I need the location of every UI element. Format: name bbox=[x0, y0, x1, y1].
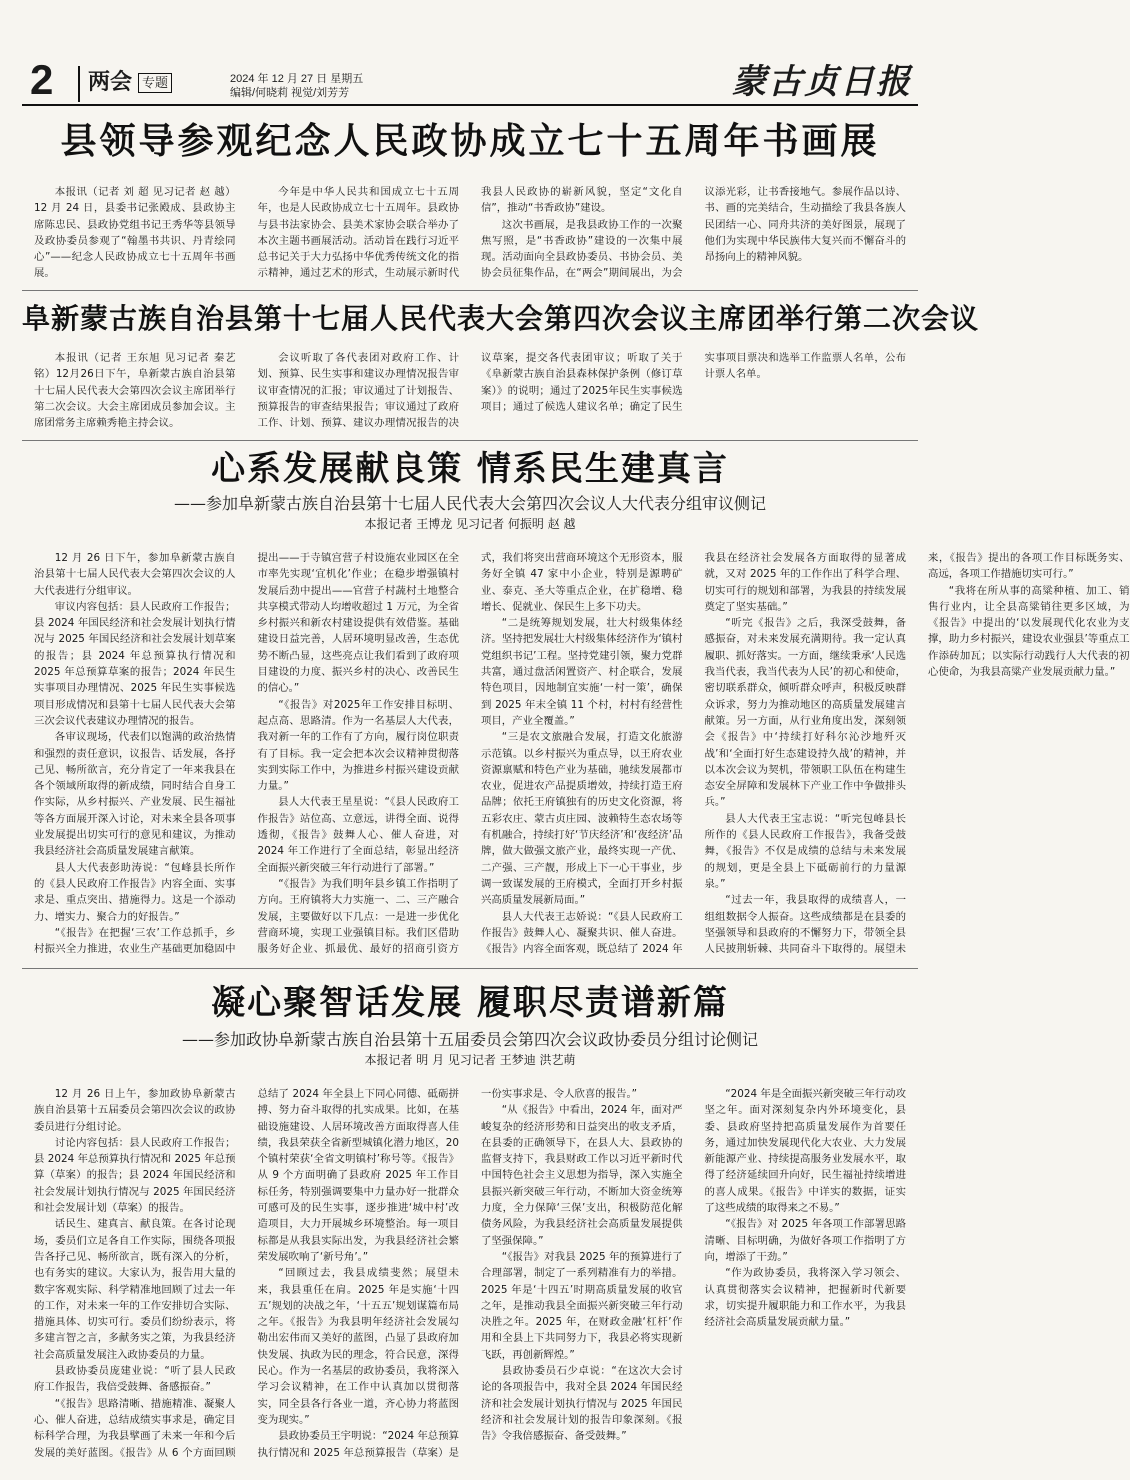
article4-paragraph: “《报告》对我县 2025 年的预算进行了合理部署，制定了一系列精准有力的举措。2025 年是‘十四五’时期高质量发展的收官之年，是推动我县全面振兴新突破三年行动决胜之年。2025 年，在财政金融‘杠杆’作用和全县上下共同努力下，我县必将实现新飞跃，再创新辉煌。” bbox=[481, 1250, 683, 1361]
article2-paragraph: 本报讯（记者 王东旭 见习记者 秦艺铭）12月26日下午，阜新蒙古族自治县第十七届人民代表大会第四次会议主席团举行第二次会议。大会主席团成员参加会议。主席团常务主席赖秀艳主持会议。 bbox=[34, 352, 236, 430]
article4-subtitle: ——参加政协阜新蒙古族自治县第十五届委员会第四次会议政协委员分组讨论侧记 bbox=[181, 1030, 758, 1049]
section-divider bbox=[22, 968, 918, 969]
article3-paragraph: 县人大代表彭助涛说：“包峰县长所作的《县人民政府工作报告》内容全面、实事求是、重点突出、措施得力。这是一个添动力、增实力、聚合力的好报告。” bbox=[34, 861, 236, 923]
article3-paragraph: 县人大代表王星星说：“《县人民政府工作报告》站位高、立意远，讲得全面、说得透彻，《报告》鼓舞人心、催人奋进，对 2024 年工作进行了全面总结，彰显出经济全面振兴新突破三年行动进行了部署。” bbox=[257, 796, 459, 874]
article4-paragraph: “2024 年是全面振兴新突破三年行动攻坚之年。面对深刻复杂内外环境变化，县委、县政府坚持把高质量发展作为首要任务，通过加快发展现代化大农业、大力发展新能源产业、持续提高服务业发展水平，取得了经济延续回升向好，民生福祉持续增进的喜人成果。《报告》中详实的数据，证实了这些成绩的取得来之不易。” bbox=[704, 1088, 906, 1215]
article4-paragraph: “从《报告》中看出，2024 年，面对严峻复杂的经济形势和日益突出的收支矛盾，在县委的正确领导下，在县人大、县政协的监督支持下，我县财政工作以习近平新时代中国特色社会主义思想为指导，深入实施全县振兴新突破三年行动，不断加大资金统筹力度，全力保障‘三保’支出，积极防范化解债务风险，为我县经济社会高质量发展提供了坚强保障。” bbox=[481, 1104, 683, 1247]
article3-paragraph: “三是农文旅融合发展，打造文化旅游示范镇。以乡村振兴为重点导，以王府农业资源禀赋和特色产业为基础，驰续发展都市农业，促进农产品提质增效，持续打造王府品牌；依托王府镇独有的历史文化资源，将五彩农庄、蒙古贞庄园、波赖特生态农场等有机融合，持续打好‘节庆经济’和‘夜经济’品牌，做大做强文旅产业，最终实现一产优、二产强、三产靓，形成上下一心干事业，步调一致谋发展的王府模式，全面打开乡村振兴高质量发展新局面。” bbox=[481, 731, 683, 907]
article3-paragraph: “听完《报告》之后，我深受鼓舞，备感振奋，对未来发展充满期待。我一定认真履职、抓好落实。一方面，继续秉承‘人民选我当代表，我当代表为人民’的初心和使命，密切联系群众，倾听群众呼声，积极反映群众诉求，努力为推动地区的高质量发展建言献策。另一方面，从行业角度出发，深刻领会《报告》中‘持续打好科尔沁沙地歼灭战’和‘全面打好生态建设持久战’的精神，并以本次会议为契机，带领职工队伍在构建生态安全屏障和发展林下产业工作中争做排头兵。” bbox=[704, 617, 906, 809]
article3-paragraph: “《报告》对2025年工作安排目标明、起点高、思路清。作为一名基层人大代表，我对新一年的工作有了方向，履行岗位职责有了目标。我一定会把本次会议精神贯彻落实到实际工作中，为推进乡村振兴建设贡献力量。” bbox=[257, 698, 459, 793]
article3-paragraph: 县人大代表王志娇说：“《县人民政府工作报告》鼓舞人心、凝聚共识、催人奋进。《报告》内容全面客观，既总结了 2024 年我县在经济社会发展各方面取得的显著成就，又对 2025 年的工作作出了科学合理、切实可行的规划和部署，为我县的持续发展奠定了坚实基础。” bbox=[481, 552, 906, 956]
article1-paragraph: 这次书画展，是我县政协工作的一次聚焦写照，是“书香政协”建设的一次集中展现。活动面向全县政协委员、书协会员、美协会员征集作品，在“两会”期间展出，为会议添光彩，让书香接地气。参展作品以诗、书、画的完美结合，生动描绘了我县各族人民团结一心、同舟共济的美好图景，展现了他们为实现中华民族伟大复兴而不懈奋斗的昂扬向上的精神风貌。 bbox=[481, 186, 906, 280]
section-divider bbox=[22, 440, 918, 441]
article4-paragraph: 12 月 26 日上午，参加政协阜新蒙古族自治县第十五届委员会第四次会议的政协委员进行分组讨论。 bbox=[34, 1088, 236, 1133]
section-name: 两会 bbox=[88, 69, 133, 94]
article4-paragraph: “回顾过去，我县成绩斐然；展望未来，我县重任在肩。2025 年是实施‘十四五’规划的决战之年，‘十五五’规划谋篇布局之年。《报告》为我县明年经济社会发展勾勒出宏伟而又美好的蓝图，凸显了县政府加快发展、执政为民的理念，符合民意，深得民心。作为一名基层的政协委员，我将深入学习会议精神，在工作中认真加以贯彻落实，同全县各行各业一道，齐心协力将蓝图变为现实。” bbox=[257, 1267, 459, 1426]
article3-paragraph: 12 月 26 日下午，参加阜新蒙古族自治县第十七届人民代表大会第四次会议的人大代表进行分组审议。 bbox=[34, 552, 236, 597]
article1-title: 县领导参观纪念人民政协成立七十五周年书画展 bbox=[60, 120, 880, 162]
section-tag: 专题 bbox=[138, 73, 172, 93]
masthead-meta bbox=[230, 72, 363, 100]
article4-byline: 本报记者 明 月 见习记者 王梦迪 洪艺萌 bbox=[364, 1053, 576, 1067]
article3-body bbox=[34, 550, 1130, 960]
article4-title: 凝心聚智话发展 履职尽责谱新篇 bbox=[211, 983, 729, 1023]
article3-paragraph: 审议内容包括：县人民政府工作报告；县 2024 年国民经济和社会发展计划执行情况与 2025 年国民经济和社会发展计划草案的报告；县 2024 年总预算执行情况和 2025 年总预算草案的报告；2024 年民生实事项目办理情况、2025 年民生实事候选项目形成情况和县第十七届人民代表大会第三次会议代表建议办理情况的报告。 bbox=[34, 600, 236, 727]
article3-title: 心系发展献良策 情系民生建真言 bbox=[211, 449, 729, 489]
editor-line: 编辑/何晓莉 视觉/刘芳芳 bbox=[230, 87, 350, 99]
article4-paragraph: 县政协委员石少卓说：“在这次大会讨论的各项报告中，我对全县 2024 年国民经济和社会发展计划执行情况与 2025 年国民经济和社会发展计划的报告印象深刻。《报告》令我倍感振奋、备受鼓舞。” bbox=[481, 1365, 683, 1443]
article4-paragraph: “作为政协委员，我将深入学习领会、认真贯彻落实会议精神，把握新时代新要求，切实提升履职能力和工作水平，为我县经济社会高质量发展贡献力量。” bbox=[704, 1267, 906, 1329]
article3-paragraph: “我将在所从事的高粱种植、加工、销售行业内，让全县高粱销往更多区域，为《报告》中提出的‘以发展现代化农业为支撑，助力乡村振兴，建设农业强县’等重点工作添砖加瓦；以实际行动践行人大代表的初心使命，为我县高粱产业发展贡献力量。” bbox=[928, 584, 1130, 679]
section-divider bbox=[22, 290, 918, 291]
article2-title: 阜新蒙古族自治县第十七届人民代表大会第四次会议主席团举行第二次会议 bbox=[22, 302, 980, 335]
article2-body bbox=[34, 350, 906, 432]
page-number: 2 bbox=[30, 56, 54, 103]
article3-byline: 本报记者 王博龙 见习记者 何振明 赵 越 bbox=[364, 517, 576, 531]
article4-body bbox=[34, 1086, 906, 1466]
article3-paragraph: “《报告》在把握‘三农’工作总抓手，乡村振兴全力推进，农业生产基础更加稳固中提出——于寺镇宫营子村设施农业园区在全市率先实现‘宜机化’作业；在稳步增强镇村发展后劲中提出——官营子村蔬村土地整合共享模式带动人均增收超过 1 万元，为全省乡村振兴和新农村建设提供有效借鉴。基础建设日益完善，人居环境明显改善，生态优势不断凸显，这些亮点让我们看到了政府项目建设的力度、振兴乡村的决心、改善民生的信心。” bbox=[34, 552, 459, 956]
article4-paragraph: “《报告》思路清晰、措施精准、凝聚人心、催人奋进，总结成绩实事求是，确定目标科学合理，为我县擘画了未来一年和今后发展的美好蓝图。《报告》从 6 个方面回顾总结了 2024 年全县上下同心同德、砥砺拼搏、努力奋斗取得的扎实成果。比如，在基础设施建设、人居环境改善方面取得喜人佳绩，我县荣获全省新型城镇化潜力地区，20 个镇村荣获‘全省文明镇村’称号等。《报告》从 9 个方面明确了县政府 2025 年工作目标任务，特别强调要集中力量办好一批群众可感可及的民生实事，逐步推进‘城中村’改造项目，大力开展城乡环境整治。每一项目标都是从我县实际出发，为我县经济社会繁荣发展吹响了‘新号角’。” bbox=[34, 1088, 459, 1459]
article2-paragraph: 会议听取了各代表团对政府工作、计划、预算、民生实事和建议办理情况报告审议审查情况的汇报；审议通过了计划报告、预算报告的审查结果报告；审议通过了政府工作、计划、预算、建议办理情况报告的决议草案，提交各代表团审议；听取了关于《阜新蒙古族自治县森林保护条例（修订草案）》的说明；通过了2025年民生实事候选项目；通过了候选人建议名单；确定了民生实事项目票决和选举工作监票人名单，公布计票人名单。 bbox=[257, 352, 906, 430]
article1-body bbox=[34, 184, 906, 284]
article3-paragraph: 县人大代表王宝志说：“听完包峰县长所作的《县人民政府工作报告》，我备受鼓舞，《报告》不仅是成绩的总结与未来发展的规划，更是全县上下砥砺前行的力量源泉。” bbox=[704, 812, 906, 890]
paper-name: 蒙古贞日报 bbox=[732, 62, 912, 102]
article4-paragraph: “《报告》对 2025 年各项工作部署思路清晰、目标明确，为做好各项工作指明了方向，增添了干劲。” bbox=[704, 1218, 906, 1263]
article3-subtitle: ——参加阜新蒙古族自治县第十七届人民代表大会第四次会议人大代表分组审议侧记 bbox=[173, 494, 766, 513]
article3-paragraph: “过去一年，我县取得的成绩喜人，一组组数据令人振奋。这些成绩都是在县委的坚强领导和县政府的不懈努力下，带领全县人民披荆斩棘、共同奋斗下取得的。展望未来，《报告》提出的各项工作目标既务实、高远，各项工作措施切实可行。” bbox=[704, 552, 1130, 956]
article1-paragraph: 今年是中华人民共和国成立七十五周年，也是人民政协成立七十五周年。县政协与县书法家协会、县美术家协会联合举办了本次主题书画展活动。活动旨在践行习近平总书记关于大力弘扬中华优秀传统文化的指示精神，通过艺术的形式，生动展示新时代我县人民政协的崭新风貌，坚定“文化自信”，推动“书香政协”建设。 bbox=[257, 186, 683, 280]
masthead bbox=[22, 56, 918, 106]
article3-paragraph: “二是统筹规划发展，壮大村级集体经济。坚持把发展壮大村级集体经济作为‘镇村党组织书记’工程。坚持党建引领，聚力党群共富，通过盘活闲置资产、村企联合，发展特色项目，因地制宜实施‘一村一策’，确保到 2025 年末全镇 11 个村，村村有经营性项目，产业全覆盖。” bbox=[481, 617, 683, 727]
article1-paragraph: 本报讯（记者 刘 超 见习记者 赵 越）12 月 24 日，县委书记张殿成、县政协主席陈忠民、县政协党组书记王秀华等县领导及政协委员参观了“翰墨书共识、丹青绘同心”——纪念人民政协成立七十五周年书画展。 bbox=[34, 186, 236, 280]
date-line: 2024 年 12 月 27 日 星期五 bbox=[230, 73, 364, 85]
article4-paragraph: 县政协委员王宇明说：“2024 年总预算执行情况和 2025 年总预算报告（草案）是一份实事求是、令人欣喜的报告。” bbox=[257, 1088, 638, 1459]
article4-paragraph: 讨论内容包括：县人民政府工作报告；县 2024 年总预算执行情况和 2025 年总预算（草案）的报告；县 2024 年国民经济和社会发展计划执行情况与 2025 年国民经济和社会发展计划（草案）的报告。 bbox=[34, 1136, 236, 1215]
article4-paragraph: 话民生、建真言、献良策。在各讨论现场，委员们立足各自工作实际，围绕各项报告各抒己见、畅所欲言，既有深入的分析，也有务实的建议。大家认为，报告用大量的数字客观实际、科学精准地回顾了过去一年的工作，对未来一年的工作安排切合实际、措施具体、切实可行。委员们纷纷表示，将多建言智之言，多献务实之策，为我县经济社会高质量发展注入政协委员的力量。 bbox=[34, 1218, 236, 1361]
article3-paragraph: 各审议现场，代表们以饱满的政治热情和强烈的责任意识，议报告、话发展，各抒己见、畅所欲言，充分肯定了一年来我县在各个领域所取得的新成绩，同时结合自身工作实际，从乡村振兴、产业发展、民生福祉等各方面展开深入讨论，对未来全县各项事业发展提出切实可行的意见和建议，为推动我县经济社会高质量发展建言献策。 bbox=[34, 731, 236, 858]
masthead-divider bbox=[78, 66, 80, 102]
article3-paragraph: “《报告》为我们明年县乡镇工作指明了方向。王府镇将大力实施一、二、三产融合发展，主要做好以下几点：一是进一步优化营商环境，实现工业强镇目标。我们区借助服务好企业、抓最优、最好的招商引资方式，我们将突出营商环境这个无形资本，服务好全镇 47 家中小企业，特别是源聘矿业、泰克、圣大等重点企业，在扩稳增、稳增长、促就业、保民生上多下功夫。 bbox=[257, 552, 683, 956]
article4-paragraph: 县政协委员庞建业说：“听了县人民政府工作报告，我倍受鼓舞、备感振奋。” bbox=[34, 1365, 236, 1394]
